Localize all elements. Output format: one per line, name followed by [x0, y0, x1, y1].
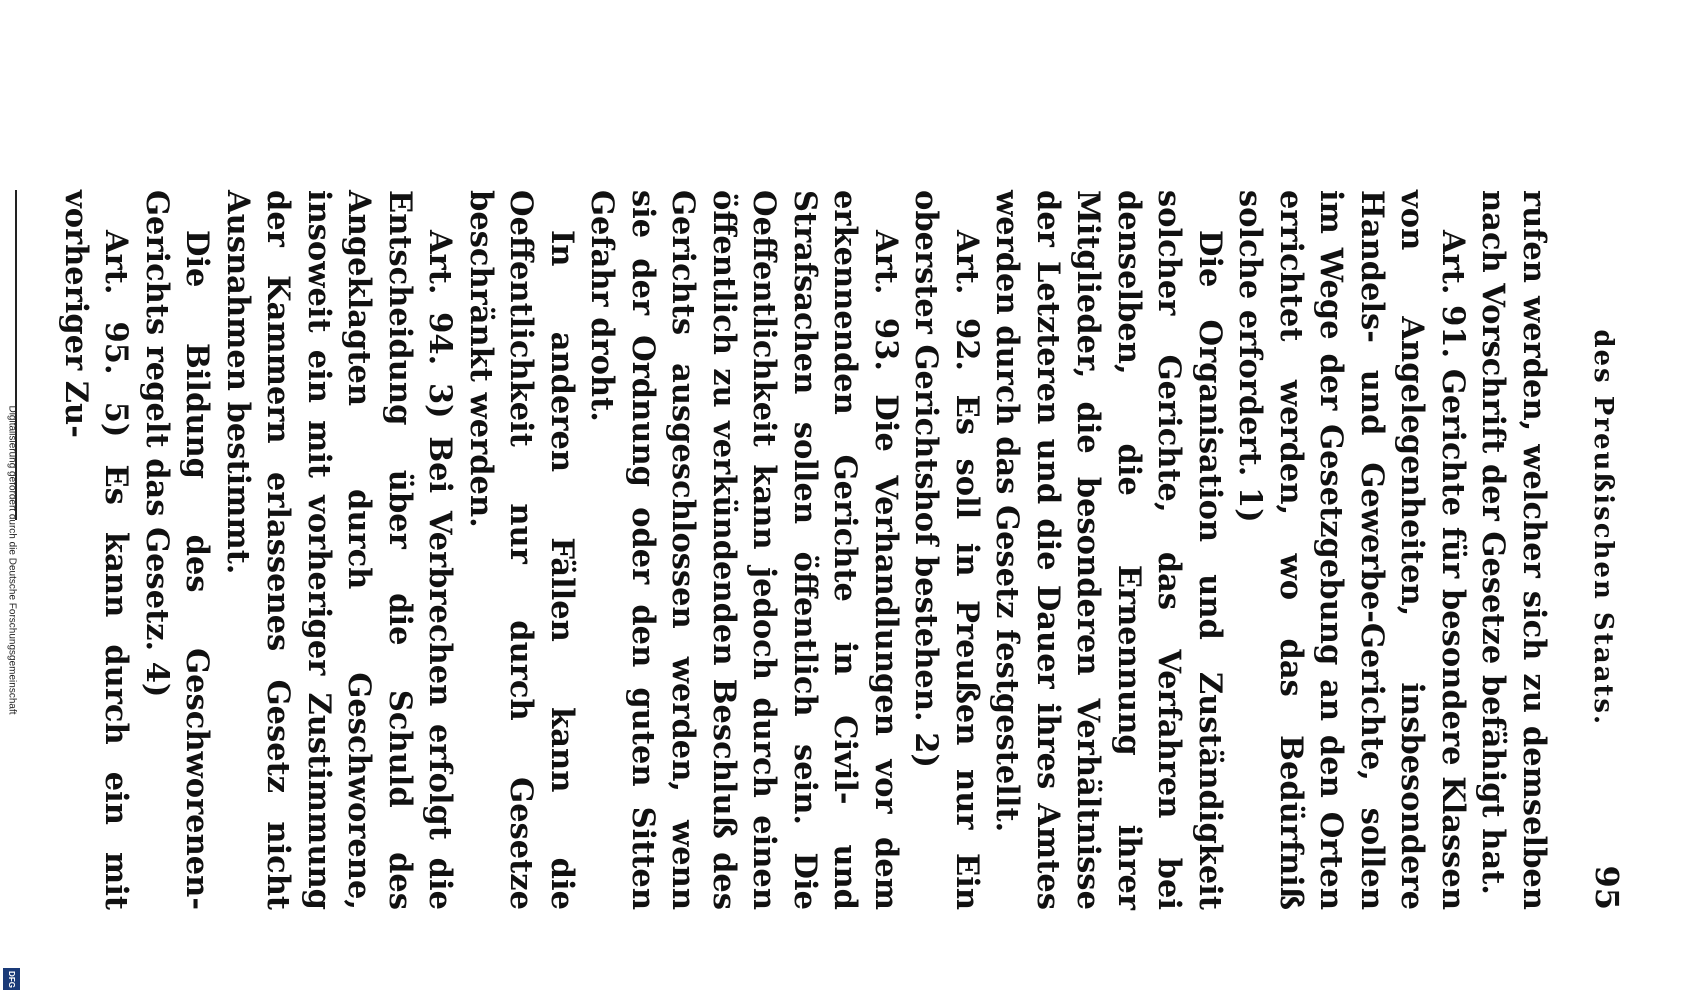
- dfg-logo-text: DFG: [6, 970, 16, 988]
- page-number: 95: [1588, 865, 1626, 910]
- paragraph: Art. 91. Gerichte für besondere Klassen von Angelegenheiten, insbesondere Handels- und Gewerbe-Gerichte, sollen im Wege der Gesetzgebung an den Orten errichtet werden, wo das Bedürfniß solche erfordert. 1): [1232, 190, 1471, 910]
- paragraph: Art. 92. Es soll in Preußen nur Ein oberster Gerichtshof bestehen. 2): [908, 190, 985, 910]
- digitization-credit-text: Digitalisierung gefördert durch die Deutsche Forschungsgemeinschaft: [6, 405, 18, 715]
- footnote-separator: [16, 190, 18, 520]
- paragraph: Die Organisation und Zuständigkeit solcher Gerichte, das Verfahren bei denselben, die Ernennung ihrer Mitglieder, die besonderen Verhältnisse der Letzteren und die Dauer ihres Amtes werden durch das Gesetz festgestellt.: [989, 190, 1228, 910]
- main-text: [56, 190, 1555, 910]
- page-header: [1588, 190, 1626, 910]
- paragraph: Die Bildung des Geschworenen-Gerichts regelt das Gesetz. 4): [139, 190, 216, 910]
- running-head: des Preußischen Staats.: [1588, 329, 1618, 727]
- paragraph: rufen werden, welcher sich zu demselben nach Vorschrift der Gesetze befähigt hat.: [1475, 190, 1552, 910]
- paragraph: Art. 93. Die Verhandlungen vor dem erkennenden Gerichte in Civil- und Strafsachen sollen öffentlich sein. Die Oeffentlichkeit kann jedoch durch einen öffentlich zu verkündenden Beschluß des Gerichts ausgeschlossen werden, wenn sie der Ordnung oder den guten Sitten Gefahr droht.: [584, 190, 904, 910]
- paragraph: Art. 94. 3) Bei Verbrechen erfolgt die Entscheidung über die Schuld des Angeklagten durch Geschworene, insoweit ein mit vorheriger Zustimmung der Kammern erlassenes Gesetz nicht Ausnahmen bestimmt.: [220, 190, 459, 910]
- paragraph: Art. 95. 5) Es kann durch ein mit vorheriger Zu-: [58, 190, 135, 910]
- paragraph: In anderen Fällen kann die Oeffentlichkeit nur durch Gesetze beschränkt werden.: [463, 190, 580, 910]
